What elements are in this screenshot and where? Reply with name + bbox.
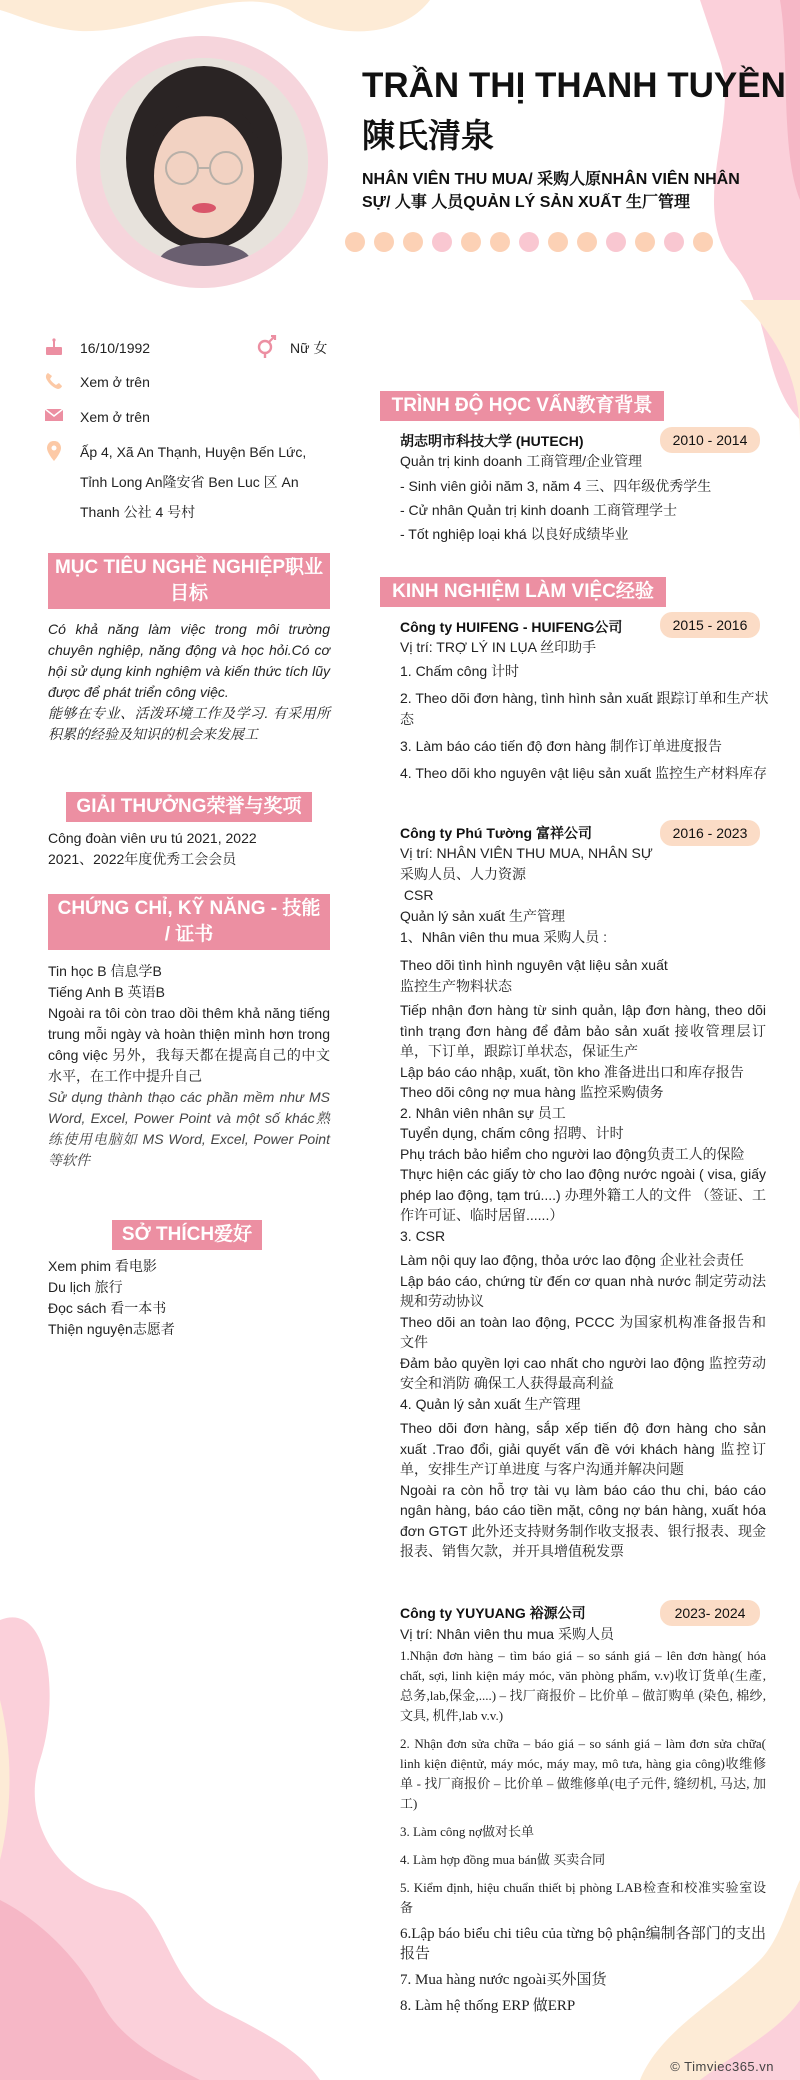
job2-line: Tuyển dụng, chấm công 招聘、计时 xyxy=(400,1125,624,1141)
education-item: - Tốt nghiệp loại khá 以良好成绩毕业 xyxy=(400,526,629,542)
education-item: - Cử nhân Quản trị kinh doanh 工商管理学士 xyxy=(400,502,678,518)
address-line-2: Tỉnh Long An隆安省 Ben Luc 区 An xyxy=(80,474,299,490)
job3-item: 8. Làm hệ thống ERP 做ERP xyxy=(400,1998,576,2014)
skill-line: Ngoài ra tôi còn trao dồi thêm khả năng tiếng trung mỗi ngày và hoàn thiện mình hơn trong công việc 另外，我每天都在提高自己的中文水平，在工作中提升自己 xyxy=(48,1005,330,1084)
objective-text-vi: Có khả năng làm việc trong môi trường chuyên nghiệp, năng động và học hỏi.Có cơ hội sử dụng kinh nghiệm và kiến thức tích lũy được để phát triển công việc. xyxy=(48,621,330,700)
hobby-item: Đọc sách 看一本书 xyxy=(48,1300,167,1316)
job1-item: 2. Theo dõi đơn hàng, tình hình sản xuất 跟踪订单和生产状态 xyxy=(400,690,769,727)
job2-line: Lập báo cáo, chứng từ đến cơ quan nhà nước 制定劳动法规和劳动协议 xyxy=(400,1272,766,1309)
objective-title: MỤC TIÊU NGHỀ NGHIỆP职业目标 xyxy=(48,553,330,609)
skills-text xyxy=(48,961,330,1171)
job2-line: Lập báo cáo nhập, xuất, tồn kho 准备进出口和库存报告 xyxy=(400,1063,744,1080)
job2-line: 2. Nhân viên nhân sự 员工 xyxy=(400,1104,566,1121)
location-pin-icon xyxy=(46,440,62,462)
gender-icon xyxy=(256,335,278,359)
address-line-1: Ấp 4, Xã An Thạnh, Huyện Bến Lức, xyxy=(80,444,307,460)
skill-line: Tiếng Anh B 英语B xyxy=(48,984,165,1000)
address-line-3: Thanh 公社 4 号村 xyxy=(80,504,196,520)
job2-role xyxy=(400,843,770,948)
job2-line: Theo dõi công nợ mua hàng 监控采购债务 xyxy=(400,1084,664,1100)
candidate-name-chinese: 陳氏清泉 xyxy=(362,117,494,154)
hobby-item: Thiện nguyện志愿者 xyxy=(48,1321,175,1337)
job3-item: 1.Nhận đơn hàng – tìm báo giá – so sánh giá – lên đơn hàng( hóa chất, sợi, linh kiện máy móc, văn phòng phẩm, v.v)收订货单(生產, 总务,lab,保金,....) – 找厂商报价 – 比价单 – 做訂购单 (染色, 棉纱, 文具, 机件,lab v.v.) xyxy=(400,1648,766,1723)
experience-title: KINH NGHIỆM LÀM VIỆC经验 xyxy=(380,577,666,607)
job3-company: Công ty YUYUANG 裕源公司 xyxy=(400,1605,586,1621)
job1-item: 3. Làm báo cáo tiến độ đơn hàng 制作订单进度报告 xyxy=(400,738,722,754)
job3-item: 2. Nhận đơn sửa chữa – báo giá – so sánh giá – làm đơn sửa chữa( linh kiện điệntử, máy móc, máy may, mô tưa, hàng gia công)收维修单 - 找厂商报价 – 比价单 – 做维修单(电子元件, 缝纫机, 马达, 加工) xyxy=(400,1736,766,1811)
gender: Nữ 女 xyxy=(290,340,328,356)
job2-line: 监控生产物料状态 xyxy=(400,977,512,994)
job3-item: 4. Làm hợp đồng mua bán做 买卖合同 xyxy=(400,1852,606,1867)
job-position: NHÂN VIÊN THU MUA/ 采购人原NHÂN VIÊN NHÂN SỰ/ 人事 人员QUẢN LÝ SẢN XUẤT 生厂管理 xyxy=(362,171,740,211)
job1-item: 1. Chấm công 计时 xyxy=(400,663,520,679)
footer-copyright: © Timviec365.vn xyxy=(670,2059,774,2074)
education-item: - Sinh viên giỏi năm 3, năm 4 三、四年级优秀学生 xyxy=(400,478,712,494)
job3-details xyxy=(400,1646,766,2016)
job3-item: 5. Kiểm định, hiệu chuẩn thiết bị phòng LAB检查和校准实验室设备 xyxy=(400,1880,766,1915)
birthday-cake-icon xyxy=(44,337,64,357)
skill-line: Tin học B 信息学B xyxy=(48,963,162,979)
education-major: Quản trị kinh doanh 工商管理/企业管理 xyxy=(400,453,642,469)
hobbies-list xyxy=(48,1256,330,1340)
birthday: 16/10/1992 xyxy=(80,340,151,356)
hobby-item: Du lịch 旅行 xyxy=(48,1279,123,1295)
email-icon xyxy=(44,407,64,423)
job2-role-line: 采购人员、人力资源 xyxy=(400,866,526,882)
phone: Xem ở trên xyxy=(80,374,150,390)
decorative-dots xyxy=(345,232,713,252)
job2-line: Ngoài ra còn hỗ trợ tài vụ làm báo cáo thu chi, báo cáo ngân hàng, báo cáo tiền mặt, công nợ bán hàng, xuất hóa đơn GTGT 此外还支持财务制作收支报表、银行报表、现金报表、销售欠款，并开具增值税发票 xyxy=(400,1481,766,1559)
job3-item: 6.Lập báo biểu chi tiêu của từng bộ phận编制各部门的支出报告 xyxy=(400,1926,766,1962)
job3-role: Vị trí: Nhân viên thu mua 采购人员 xyxy=(400,1626,614,1642)
objective-text xyxy=(48,619,330,745)
avatar xyxy=(100,58,308,266)
skill-line: Sử dụng thành thạo các phần mềm như MS Word, Excel, Power Point và một số khác熟练使用电脑如 MS Word, Excel, Power Point 等软件 xyxy=(48,1089,330,1168)
job2-period-badge: 2016 - 2023 xyxy=(660,820,760,846)
job2-line: Tiếp nhận đơn hàng từ sinh quản, lập đơn hàng, theo dõi tình trạng đơn hàng để đảm bảo sản xuất 接收管理层订单，下订单，跟踪订单状态，保证生产 xyxy=(400,1002,766,1059)
job1-role: Vị trí: TRỢ LÝ IN LỤA 丝印助手 xyxy=(400,639,597,655)
job2-role-line: CSR xyxy=(400,887,434,903)
award-line: Công đoàn viên ưu tú 2021, 2022 xyxy=(48,830,257,846)
school-name: 胡志明市科技大学 (HUTECH) xyxy=(400,433,584,449)
award-line: 2021、2022年度优秀工会会员 xyxy=(48,851,237,867)
job2-role-line: Vị trí: NHÂN VIÊN THU MUA, NHÂN SỰ xyxy=(400,845,653,861)
hobby-item: Xem phim 看电影 xyxy=(48,1258,157,1274)
awards-text xyxy=(48,828,330,870)
job2-line: Thực hiện các giấy tờ cho lao động nước ngoài ( visa, giấy phép lao động, tạm trú....) 办理外籍工人的文件 （签证、工作许可证、临时居留......） xyxy=(400,1166,766,1223)
email: Xem ở trên xyxy=(80,409,150,425)
job2-line: Phụ trách bảo hiểm cho người lao động负责工人的保险 xyxy=(400,1145,745,1162)
objective-text-cn: 能够在专业、活泼环境工作及学习. 有采用所积累的经验及知识的机会来发展工 xyxy=(48,705,330,742)
skills-title: CHỨNG CHỈ, KỸ NĂNG - 技能 / 证书 xyxy=(48,894,330,950)
job2-company: Công ty Phú Tường 富祥公司 xyxy=(400,825,592,841)
job2-role-line: 1、Nhân viên thu mua 采购人员 : xyxy=(400,929,607,945)
job2-details xyxy=(400,955,766,1562)
job2-line: Theo dõi đơn hàng, sắp xếp tiến độ đơn hàng cho sản xuất .Trao đổi, giải quyết vấn đề với khách hàng 监控订单，安排生产订单进度 与客户沟通并解决问题 xyxy=(400,1420,766,1477)
education-details xyxy=(400,451,770,545)
job2-line: Theo dõi tình hình nguyên vật liệu sản xuất xyxy=(400,957,668,973)
job1-item: 4. Theo dõi kho nguyên vật liệu sản xuất 监控生产材料库存 xyxy=(400,765,768,781)
hobbies-title: SỞ THÍCH爱好 xyxy=(112,1220,262,1250)
education-period-badge: 2010 - 2014 xyxy=(660,427,760,453)
job2-line: Làm nội quy lao động, thỏa ước lao động 企业社会责任 xyxy=(400,1252,744,1268)
job1-company: Công ty HUIFENG - HUIFENG公司 xyxy=(400,619,623,635)
job2-role-line: Quản lý sản xuất 生产管理 xyxy=(400,908,565,924)
awards-title: GIẢI THƯỞNG荣誉与奖项 xyxy=(66,792,312,822)
job2-line: Theo dõi an toàn lao động, PCCC 为国家机构准备报告和文件 xyxy=(400,1313,766,1350)
candidate-name: TRẦN THỊ THANH TUYỀN xyxy=(362,66,786,105)
job2-line: Đảm bảo quyền lợi cao nhất cho người lao động 监控劳动安全和消防 确保工人获得最高利益 xyxy=(400,1354,766,1391)
job1-period-badge: 2015 - 2016 xyxy=(660,612,760,638)
education-title: TRÌNH ĐỘ HỌC VẤN教育背景 xyxy=(380,391,664,421)
phone-icon xyxy=(44,371,64,391)
job3-item: 3. Làm công nợ做对长单 xyxy=(400,1824,534,1839)
job1-details xyxy=(400,637,770,784)
job3-period-badge: 2023- 2024 xyxy=(660,1600,760,1626)
job2-line: 4. Quản lý sản xuất 生产管理 xyxy=(400,1395,581,1412)
job2-line: 3. CSR xyxy=(400,1227,446,1244)
job3-item: 7. Mua hàng nước ngoài买外国货 xyxy=(400,1972,607,1988)
